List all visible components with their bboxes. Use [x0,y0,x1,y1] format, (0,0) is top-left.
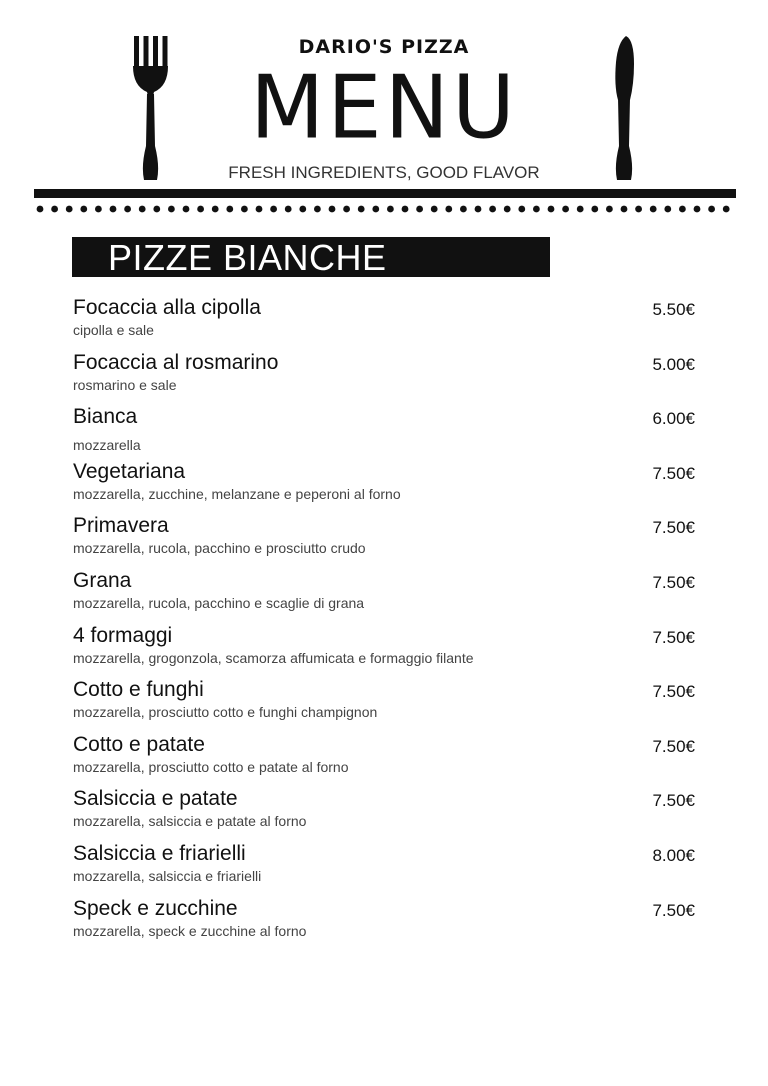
item-description: mozzarella, speck e zucchine al forno [73,922,307,939]
item-name: Salsiccia e friarielli [73,841,246,865]
divider-dot [562,206,569,213]
divider-dot [153,206,160,213]
item-description: rosmarino e sale [73,376,177,393]
item-price: 7.50€ [652,463,695,483]
menu-item [73,514,695,569]
item-description: mozzarella, rucola, pacchino e scaglie di grana [73,594,365,611]
divider-dot [299,206,306,213]
item-name: Cotto e patate [73,732,205,756]
knife-icon [610,36,636,182]
menu-item [73,897,695,952]
menu-item [73,296,695,351]
divider-dot [679,206,686,213]
divider-dot [621,206,628,213]
item-name: Focaccia al rosmarino [73,350,279,374]
menu-list [73,296,695,951]
divider-dot [329,206,336,213]
divider-dot [168,206,175,213]
divider-dot [416,206,423,213]
item-name: Speck e zucchine [73,896,238,920]
section-title: PIZZE BIANCHE [108,237,387,278]
divider-dot [387,206,394,213]
dotted-divider [36,204,736,214]
item-price: 5.00€ [652,354,695,374]
item-description: mozzarella, grogonzola, scamorza affumicata e formaggio filante [73,649,474,666]
item-price: 7.50€ [652,518,695,538]
divider-dot [51,206,58,213]
divider-dot [591,206,598,213]
divider-dot [270,206,277,213]
item-name: Cotto e funghi [73,678,204,702]
item-name: Primavera [73,514,169,538]
item-description: mozzarella, zucchine, melanzane e peperoni al forno [73,485,401,502]
divider-dot [110,206,117,213]
divider-dot [445,206,452,213]
divider-dot [314,206,321,213]
item-name: 4 formaggi [73,623,173,647]
menu-item [73,624,695,679]
item-price: 7.50€ [652,627,695,647]
menu-item [73,405,695,460]
divider-dot [431,206,438,213]
divider-dot [694,206,701,213]
divider-dot [475,206,482,213]
divider-dot [664,206,671,213]
menu-item [73,733,695,788]
item-name: Grana [73,568,132,592]
item-name: Focaccia alla cipolla [73,296,261,319]
item-description: mozzarella, prosciutto cotto e patate al forno [73,758,349,775]
divider-dot [285,206,292,213]
divider-dot [460,206,467,213]
divider-dot [124,206,131,213]
menu-item [73,787,695,842]
item-description: mozzarella [73,437,141,454]
section-header [72,237,550,277]
menu-item [73,842,695,897]
menu-item [73,678,695,733]
item-description: mozzarella, prosciutto cotto e funghi champignon [73,704,378,721]
divider-dot [708,206,715,213]
divider-dot [256,206,263,213]
divider-dot [504,206,511,213]
item-price: 7.50€ [652,682,695,702]
divider-dot [548,206,555,213]
item-price: 7.50€ [652,900,695,920]
item-price: 6.00€ [652,409,695,429]
brand-name: DARIO'S PIZZA [298,36,470,58]
divider-dot [577,206,584,213]
item-name: Salsiccia e patate [73,787,238,811]
page-title: MENU [250,57,518,159]
divider-dot [80,206,87,213]
menu-item [73,351,695,406]
divider-dot [66,206,73,213]
divider-dot [518,206,525,213]
item-description: mozzarella, salsiccia e patate al forno [73,813,307,830]
divider-dot [606,206,613,213]
divider-dot [343,206,350,213]
item-name: Bianca [73,405,138,429]
item-description: cipolla e sale [73,322,154,338]
divider-dot [402,206,409,213]
divider-dot [358,206,365,213]
divider-dot [95,206,102,213]
item-price: 7.50€ [652,791,695,811]
item-price: 8.00€ [652,845,695,865]
item-price: 7.50€ [652,572,695,592]
item-description: mozzarella, salsiccia e friarielli [73,867,262,884]
header-divider [34,189,736,198]
divider-dot [635,206,642,213]
divider-dot [650,206,657,213]
divider-dot [723,206,730,213]
divider-dot [241,206,248,213]
divider-dot [139,206,146,213]
divider-dot [197,206,204,213]
divider-dot [37,206,44,213]
divider-dot [533,206,540,213]
menu-item [73,460,695,515]
menu-item [73,569,695,624]
tagline: FRESH INGREDIENTS, GOOD FLAVOR [228,163,540,182]
item-price: 5.50€ [652,300,695,319]
divider-dot [372,206,379,213]
divider-dot [489,206,496,213]
item-price: 7.50€ [652,736,695,756]
divider-dot [226,206,233,213]
item-name: Vegetariana [73,459,186,483]
item-description: mozzarella, rucola, pacchino e prosciutto crudo [73,540,366,557]
divider-dot [212,206,219,213]
divider-dot [183,206,190,213]
